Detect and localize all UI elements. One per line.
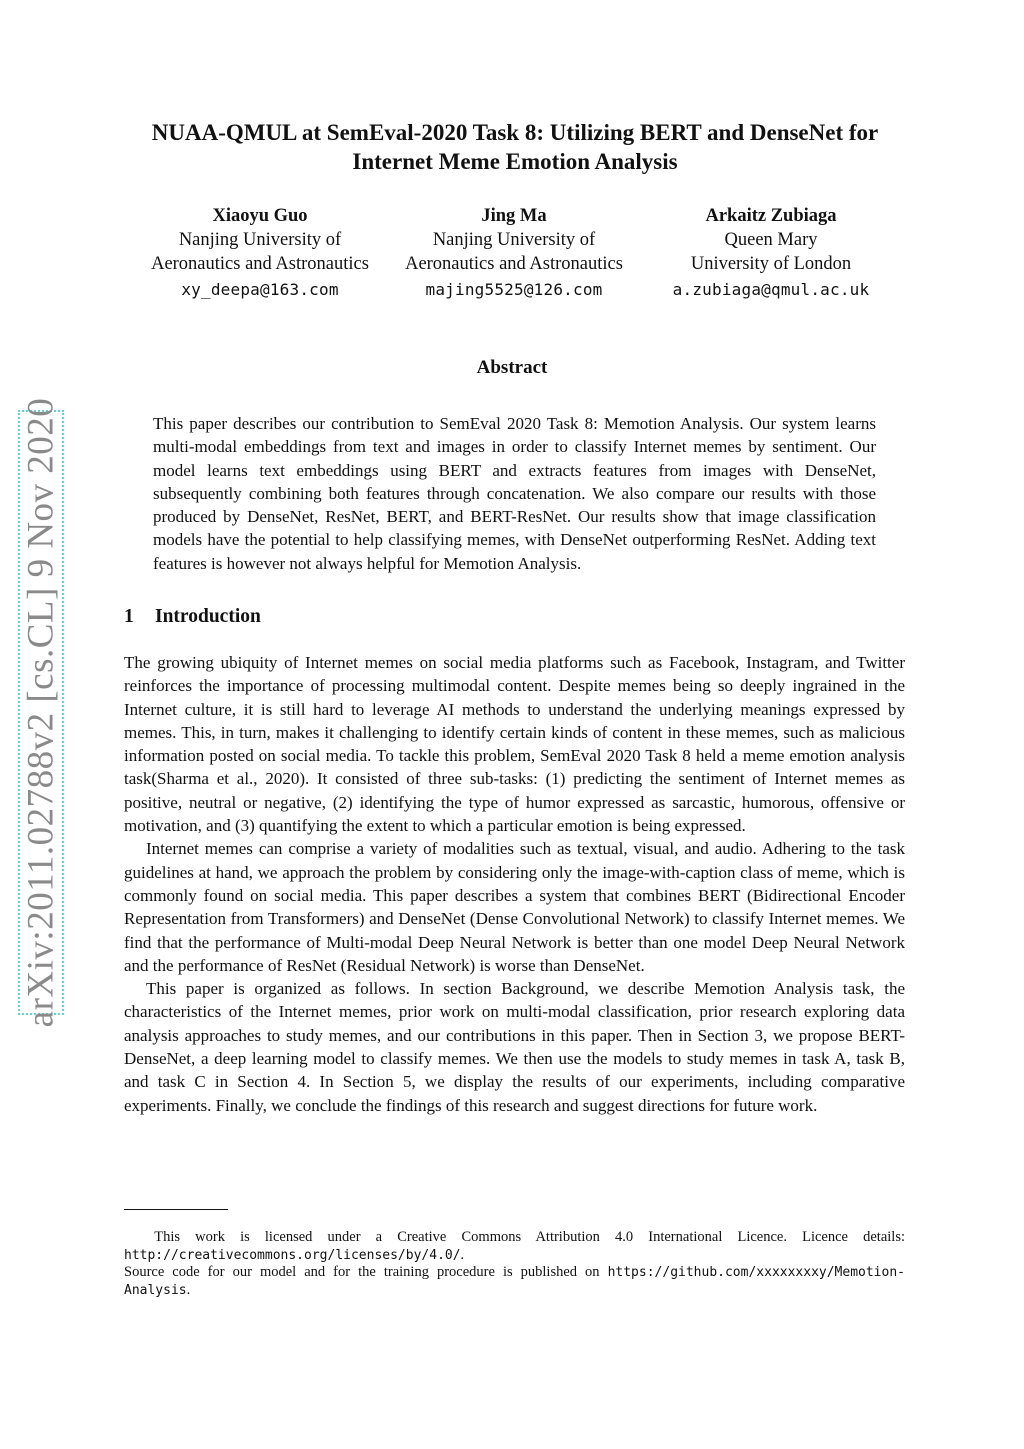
author-affiliation: Nanjing University of bbox=[178, 230, 342, 250]
body-paragraph: This paper is organized as follows. In section Background, we describe Memotion Analysis task, the characteristics of the Internet memes, prior work on multi-modal classification, prior research exploring data analysis approaches to study memes, and our contributions in this paper. Then in Section 3, we propose BERT-DenseNet, a deep learning model to classify memes. We then use the models to study memes in task A, task B, and task C in Section 4. In Section 5, we display the results of our experiments, including comparative experiments. Finally, we conclude the findings of this research and suggest directions for future work. bbox=[124, 979, 905, 1115]
footnotes bbox=[124, 1229, 905, 1299]
section-heading bbox=[124, 606, 261, 628]
title-line-1: NUAA-QMUL at SemEval-2020 Task 8: Utilizing BERT and DenseNet for bbox=[151, 120, 879, 145]
title-line-2: Internet Meme Emotion Analysis bbox=[352, 149, 678, 174]
introduction-body bbox=[124, 651, 905, 1117]
section-title: Introduction bbox=[155, 606, 261, 627]
section-number: 1 bbox=[124, 606, 134, 627]
source-code-text: Source code for our model and for the training procedure is published on bbox=[124, 1264, 608, 1280]
abstract-text: This paper describes our contribution to SemEval 2020 Task 8: Memotion Analysis. Our system learns multi-modal embeddings from text and images in order to classify Internet memes by sentiment. Our model learns text embeddings using BERT and extracts features from images with DenseNet, subsequently combining both features through concatenation. We also compare our results with those produced by DenseNet, ResNet, BERT, and BERT-ResNet. Our results show that image classification models have the potential to help classifying memes, with DenseNet outperforming ResNet. Adding text features is however not always helpful for Memotion Analysis. bbox=[153, 414, 876, 573]
arxiv-sidebar-identifier bbox=[18, 397, 64, 1028]
author-name: Arkaitz Zubiaga bbox=[705, 206, 837, 226]
author-email[interactable]: xy_deepa@163.com bbox=[181, 280, 339, 299]
arxiv-id-text: arXiv:2011.02788v2 [cs.CL] 9 Nov 2020 bbox=[20, 397, 62, 1028]
author-block-1 bbox=[120, 204, 400, 302]
author-affiliation: Nanjing University of bbox=[432, 230, 596, 250]
author-block-2 bbox=[374, 204, 654, 302]
body-paragraph: Internet memes can comprise a variety of modalities such as textual, visual, and audio. Adhering to the task guidelines at hand, we approach the problem by considering only the image-with-caption class of meme, which is commonly found on social media. This paper describes a system that combines BERT (Bidirectional Encoder Representation from Transformers) and DenseNet (Dense Convolutional Network) to classify Internet memes. We find that the performance of Multi-modal Deep Neural Network is better than one model Deep Neural Network and the performance of ResNet (Residual Network) is worse than DenseNet. bbox=[124, 839, 905, 975]
license-footnote bbox=[124, 1229, 905, 1264]
license-link[interactable]: http://creativecommons.org/licenses/by/4.0/ bbox=[124, 1247, 461, 1263]
author-affiliation: Aeronautics and Astronautics bbox=[405, 254, 623, 274]
footnote-divider bbox=[124, 1209, 228, 1210]
author-email[interactable]: a.zubiaga@qmul.ac.uk bbox=[672, 280, 870, 299]
body-paragraph: The growing ubiquity of Internet memes on social media platforms such as Facebook, Instagram, and Twitter reinforces the importance of processing multimodal content. Despite memes being so deeply ingrained in the Internet culture, it is still hard to leverage AI methods to understand the underlying meanings expressed by memes. This, in turn, makes it challenging to identify certain kinds of content in these memes, such as malicious information posted on social media. To tackle this problem, SemEval 2020 Task 8 held a meme emotion analysis task(Sharma et al., 2020). It consisted of three sub-tasks: (1) predicting the sentiment of Internet memes as positive, neutral or negative, (2) identifying the type of humor expressed as sarcastic, humorous, offensive or motivation, and (3) quantifying the extent to which a particular emotion is being expressed. bbox=[124, 653, 905, 836]
author-affiliation: Queen Mary bbox=[724, 230, 818, 250]
license-text: This work is licensed under a Creative Commons Attribution 4.0 International Licence. Licence details: bbox=[154, 1229, 905, 1245]
author-block-3 bbox=[631, 204, 911, 302]
author-email[interactable]: majing5525@126.com bbox=[425, 280, 603, 299]
paper-title bbox=[100, 118, 930, 176]
author-affiliation: University of London bbox=[690, 254, 852, 274]
abstract-heading: Abstract bbox=[476, 357, 548, 378]
author-affiliation: Aeronautics and Astronautics bbox=[151, 254, 369, 274]
source-code-footnote bbox=[124, 1264, 905, 1299]
source-code-period: . bbox=[186, 1281, 191, 1298]
author-name: Xiaoyu Guo bbox=[212, 206, 308, 226]
author-name: Jing Ma bbox=[481, 206, 547, 226]
license-period: . bbox=[460, 1246, 465, 1263]
source-code-link[interactable]: https://github.com/xxxxxxxxy/Memotion-Analysis bbox=[124, 1265, 905, 1298]
